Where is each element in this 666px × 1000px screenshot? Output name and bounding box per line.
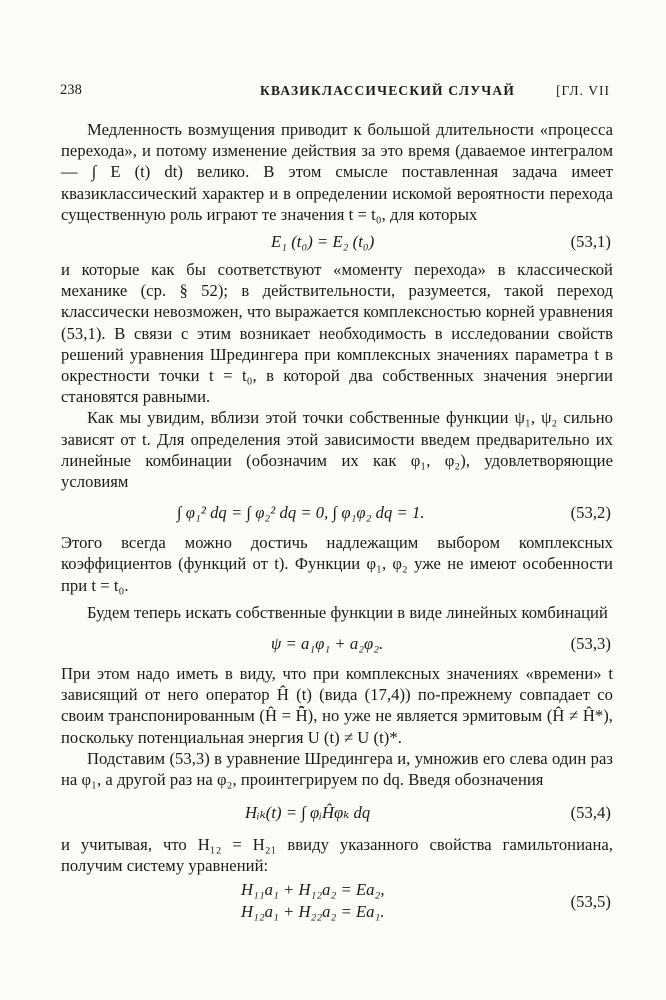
paragraph-5: Будем теперь искать собственные функции в виде линейных комбинаций [87, 602, 608, 622]
chapter-label: [ГЛ. VII [556, 83, 610, 98]
equation-line-2: H₁₂a₁ + H₂₂a₂ = Ea₁. [241, 901, 385, 921]
page-header [60, 80, 610, 102]
paragraph-3: Как мы увидим, вблизи этой точки собственные функции ψ₁, ψ₂ сильно зависят от t. Для определения этой зависимости введем предварительно их линейные комбинации (обозначим их как φ₁, φ₂), удовлетворяющие условиям [61, 408, 613, 492]
page-number: 238 [60, 82, 82, 98]
equation-number: (53,3) [570, 634, 611, 654]
equation-53-4 [61, 792, 613, 828]
equation-53-3 [61, 625, 613, 659]
paragraph-6: При этом надо иметь в виду, что при комплексных значениях «времени» t зависящий от него оператор Ĥ (t) (вида (17,4)) по-прежнему совпадает со своим транспонированным (Ĥ = H̃̂), но уже не является эрмитовым (Ĥ ≠ Ĥ*), поскольку потенциальная энергия U (t) ≠ U (t)*. [61, 664, 613, 747]
running-title: КВАЗИКЛАССИЧЕСКИЙ СЛУЧАЙ [260, 83, 516, 98]
equation-53-2 [61, 494, 613, 530]
equation-expression: ψ = a₁φ₁ + a₂φ₂. [271, 634, 384, 654]
equation-line-1: H₁₁a₁ + H₁₂a₂ = Ea₂, [241, 879, 385, 899]
equation-number: (53,2) [570, 503, 611, 523]
equation-number: (53,5) [570, 891, 611, 911]
page-body [61, 119, 613, 925]
equation-53-5 [61, 879, 613, 925]
paragraph-8: и учитывая, что H₁₂ = H₂₁ ввиду указанного свойства гамильтониана, получим систему уравнений: [61, 835, 613, 876]
equation-expression: Hᵢₖ(t) = ∫ φᵢĤφₖ dq [245, 803, 371, 823]
paragraph-4: Этого всегда можно достичь надлежащим выбором комплексных коэффициентов (функций от t). Функции φ₁, φ₂ уже не имеют особенности при t = t₀. [61, 533, 613, 595]
equation-number: (53,1) [570, 232, 611, 252]
equation-expression: ∫ φ₁² dq = ∫ φ₂² dq = 0, ∫ φ₁φ₂ dq = 1. [177, 503, 425, 523]
equation-expression: E₁ (t₀) = E₂ (t₀) [271, 232, 375, 252]
paragraph-2: и которые как бы соответствуют «моменту перехода» в классической механике (ср. § 52); в действительности, разумеется, такой переход классически невозможен, что выражается комплексностью корней уравнения (53,1). В связи с этим возникает необходимость в исследовании свойств решений уравнения Шредингера при комплексных значениях параметра t в окрестности точки t = t₀, в которой два собственных значения энергии становятся равными. [61, 260, 613, 407]
equation-number: (53,4) [570, 803, 611, 823]
paragraph-1: Медленность возмущения приводит к большой длительности «процесса перехода», и потому изменение действия за это время (даваемое интегралом — ∫ E (t) dt) велико. В этом смысле поставленная задача имеет квазиклассический характер и в определении искомой вероятности перехода существенную роль играют те значения t = t₀, для которых [61, 120, 613, 224]
paragraph-7: Подставим (53,3) в уравнение Шредингера и, умножив его слева один раз на φ₁, а другой раз на φ₂, проинтегрируем по dq. Введя обозначения [61, 748, 613, 790]
equation-53-1 [61, 227, 613, 257]
